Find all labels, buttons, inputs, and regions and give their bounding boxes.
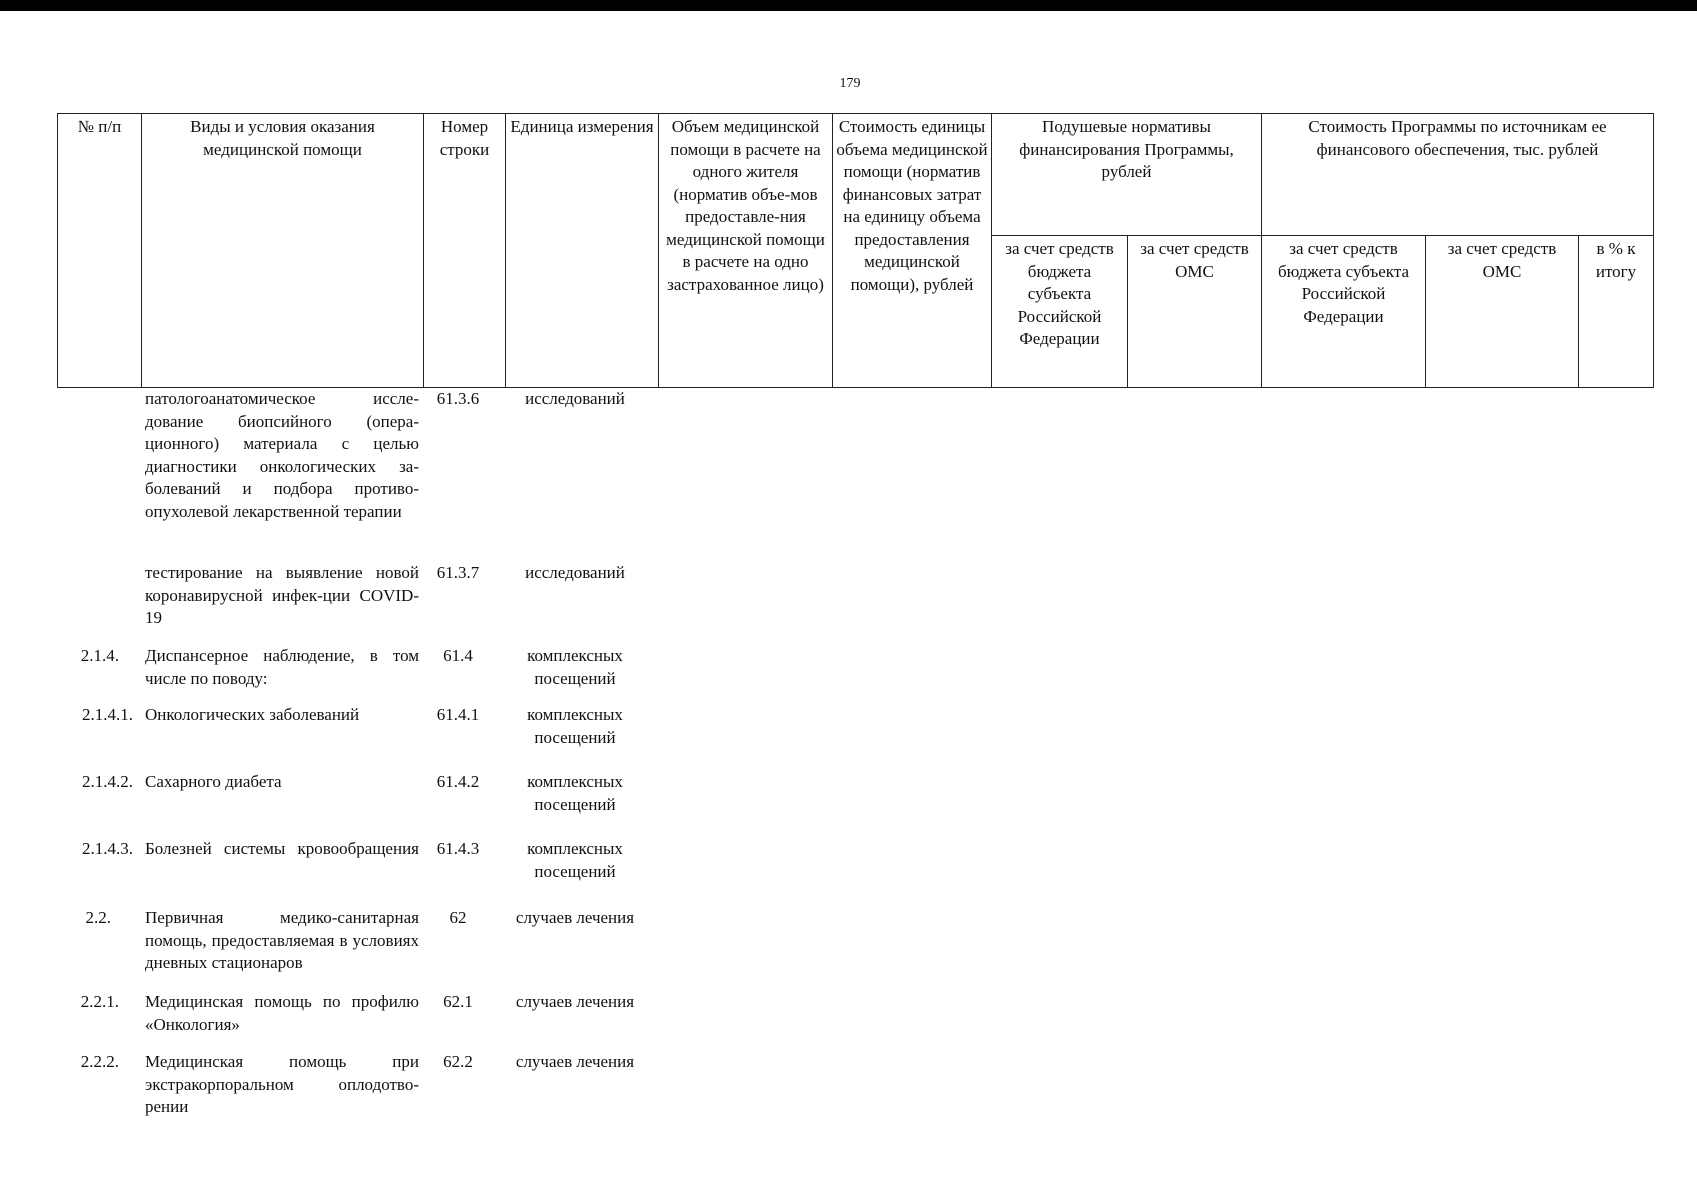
- row-line: 62.1: [443, 992, 473, 1011]
- row-name: тестирование на выявление новой коронавирусной инфек-ции COVID-19: [145, 563, 419, 627]
- header-col-volume: Объем медицинской помощи в расчете на одного жителя (норматив объе-мов предоставле-ния медицинской помощи в расчете на одно застрахованное лицо): [659, 114, 833, 388]
- row-name: Болезней системы кровообращения: [145, 839, 419, 858]
- header-group-percapita: Подушевые нормативы финансирования Программы, рублей: [992, 114, 1262, 236]
- row-name: Сахарного диабета: [145, 772, 282, 791]
- row-name: Первичная медико-санитарная помощь, предоставляемая в условиях дневных стационаров: [145, 908, 419, 972]
- header-sub-budget: за счет средств бюджета субъекта Российской Федерации: [992, 236, 1128, 388]
- row-number: 2.2.2.: [80, 1052, 119, 1071]
- row-line: 62: [449, 908, 467, 927]
- row-line: 61.4.3: [436, 839, 480, 858]
- row-unit: комплексных посещений: [527, 705, 623, 747]
- row-unit: комплексных посещений: [527, 839, 623, 881]
- row-name: Медицинская помощь при экстракорпоральном оплодотво-рении: [145, 1052, 419, 1116]
- row-line: 61.4.1: [436, 705, 480, 724]
- page-number: 179: [839, 76, 861, 91]
- row-line: 61.4: [443, 646, 473, 665]
- row-number: 2.1.4.3.: [82, 839, 133, 858]
- row-number: 2.1.4.2.: [82, 772, 133, 791]
- row-unit: исследований: [525, 563, 625, 582]
- row-number: 2.2.1.: [80, 992, 119, 1011]
- row-name: Онкологических заболеваний: [145, 705, 360, 724]
- header-group-program: Стоимость Программы по источникам ее финансового обеспечения, тыс. рублей: [1262, 114, 1654, 236]
- header-sub-prog-budget: за счет средств бюджета субъекта Российской Федерации: [1262, 236, 1426, 388]
- table-header: [57, 113, 1654, 388]
- row-name: патологоанатомическое иссле-дование биопсийного (опера-ционного) материала с целью диагностики онкологических за-болеваний и подбора противо-опухолевой лекарственной терапии: [145, 389, 419, 521]
- row-number: 2.1.4.: [80, 646, 119, 665]
- row-name: Диспансерное наблюдение, в том числе по поводу:: [145, 646, 419, 688]
- row-line: 61.4.2: [436, 772, 480, 791]
- header-col-line: Номер строки: [424, 114, 506, 388]
- row-number: 2.1.4.1.: [82, 705, 133, 724]
- row-line: 61.3.6: [436, 389, 480, 408]
- row-unit: комплексных посещений: [527, 772, 623, 814]
- row-line: 61.3.7: [436, 563, 480, 582]
- row-unit: случаев лечения: [515, 1052, 635, 1071]
- row-unit: исследований: [525, 389, 625, 408]
- row-unit: комплексных посещений: [527, 646, 623, 688]
- row-unit: случаев лечения: [515, 908, 635, 927]
- header-col-unit: Единица измерения: [506, 114, 659, 388]
- header-col-cost: Стоимость единицы объема медицинской помощи (норматив финансовых затрат на единицу объема предоставления медицинской помощи), рублей: [833, 114, 992, 388]
- row-line: 62.2: [443, 1052, 473, 1071]
- row-name: Медицинская помощь по профилю «Онкология»: [145, 992, 419, 1034]
- row-number: 2.2.: [85, 908, 111, 927]
- header-sub-oms: за счет средств ОМС: [1128, 236, 1262, 388]
- header-col-number: № п/п: [58, 114, 142, 388]
- scan-top-border: [0, 0, 1697, 11]
- header-col-kinds: Виды и условия оказания медицинской помощи: [142, 114, 424, 388]
- header-sub-prog-percent: в % к итогу: [1579, 236, 1654, 388]
- header-sub-prog-oms: за счет средств ОМС: [1426, 236, 1579, 388]
- row-unit: случаев лечения: [515, 992, 635, 1011]
